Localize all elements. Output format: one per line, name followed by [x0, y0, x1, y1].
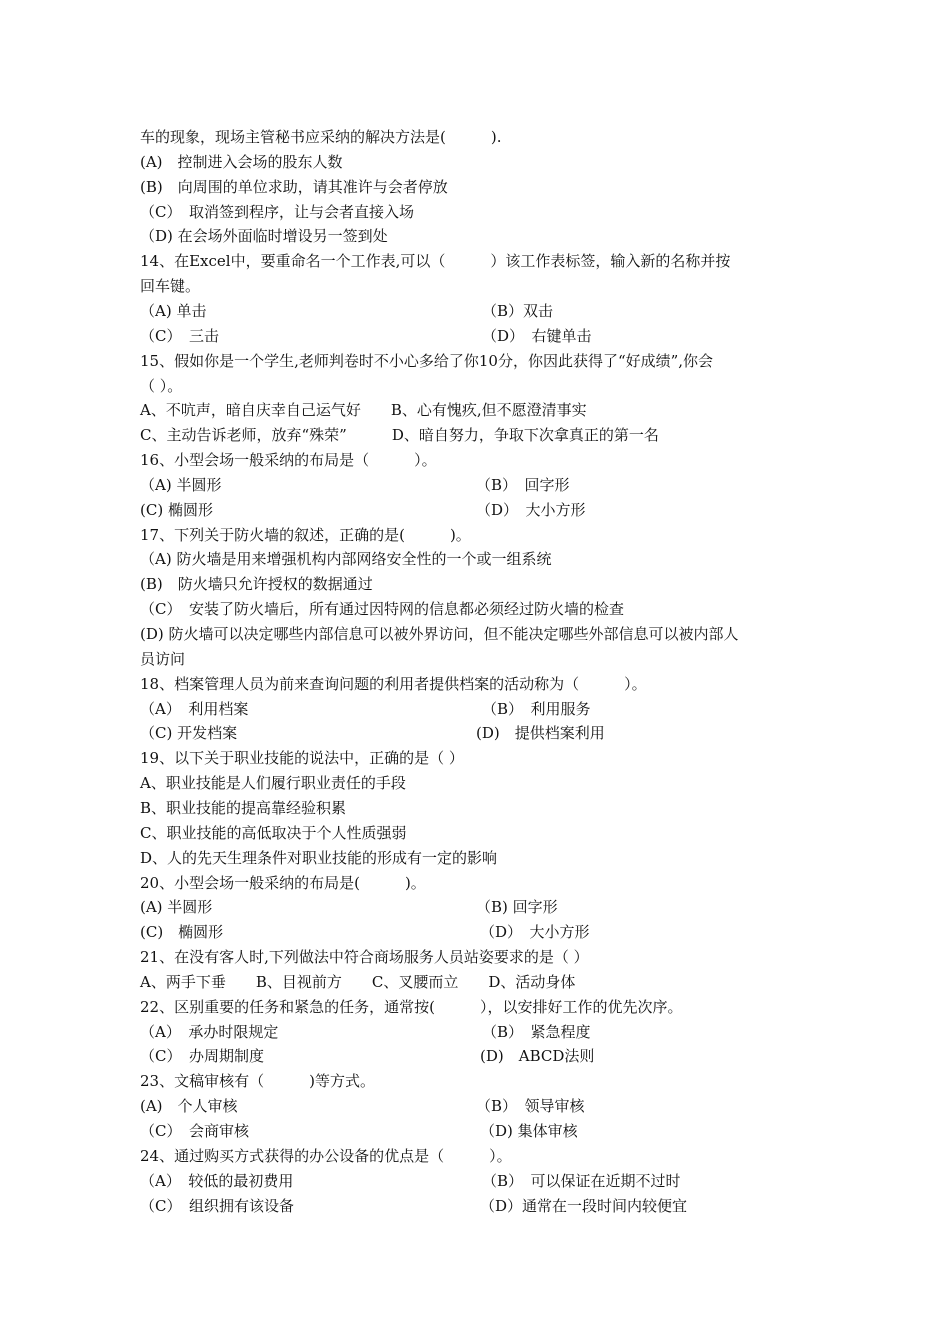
- option-right: （B） 紧急程度: [482, 1023, 591, 1041]
- text-line: （A） 承办时限规定: [140, 1023, 279, 1041]
- text-line: （A） 利用档案: [140, 700, 249, 718]
- text-line: 23、文稿审核有（ )等方式。: [140, 1072, 375, 1090]
- text-line: （ ）。: [140, 377, 183, 395]
- text-line: 16、小型会场一般采纳的布局是（ ）。: [140, 451, 437, 469]
- text-line: (A) 个人审核: [140, 1097, 238, 1115]
- text-line: 22、区别重要的任务和紧急的任务，通常按( ），以安排好工作的优先次序。: [140, 998, 683, 1016]
- text-line: C、主动告诉老师，放弃“殊荣” D、暗自努力，争取下次拿真正的第一名: [140, 426, 659, 444]
- option-right: （D) 集体审核: [480, 1122, 578, 1140]
- text-line: （D) 在会场外面临时增设另一签到处: [140, 227, 388, 245]
- text-line: （C) 开发档案: [140, 724, 238, 742]
- text-line: (A) 控制进入会场的股东人数: [140, 153, 343, 171]
- text-line: A、不吭声，暗自庆幸自己运气好 B、心有愧疚,但不愿澄清事实: [140, 401, 587, 419]
- option-right: （B) 回字形: [476, 898, 558, 916]
- text-line: A、两手下垂 B、目视前方 C、叉腰而立 D、活动身体: [140, 973, 576, 991]
- text-line: C、职业技能的高低取决于个人性质强弱: [140, 824, 407, 842]
- option-right: （B）双击: [482, 302, 554, 320]
- text-line: (C) 椭圆形: [140, 923, 224, 941]
- text-line: 15、假如你是一个学生,老师判卷时不小心多给了你10分，你因此获得了“好成绩”,你会: [140, 352, 714, 370]
- text-line: （C） 会商审核: [140, 1122, 249, 1140]
- text-line: (D) 防火墙可以决定哪些内部信息可以被外界访问，但不能决定哪些外部信息可以被内部人: [140, 625, 739, 643]
- text-line: 车的现象，现场主管秘书应采纳的解决方法是( ).: [140, 128, 502, 146]
- text-line: 回车键。: [140, 277, 201, 295]
- text-line: 19、以下关于职业技能的说法中，正确的是（ ）: [140, 749, 464, 767]
- text-line: A、职业技能是人们履行职业责任的手段: [140, 774, 406, 792]
- text-line: (A) 半圆形: [140, 898, 213, 916]
- text-line: (B) 防火墙只允许授权的数据通过: [140, 575, 373, 593]
- text-line: （A) 单击: [140, 302, 207, 320]
- text-line: 14、在Excel中，要重命名一个工作表,可以（ ）该工作表标签，输入新的名称并按: [140, 252, 731, 270]
- text-line: （A） 较低的最初费用: [140, 1172, 294, 1190]
- option-right: （B） 领导审核: [476, 1097, 585, 1115]
- text-line: (B) 向周围的单位求助，请其准许与会者停放: [140, 178, 448, 196]
- text-line: 员访问: [140, 650, 186, 668]
- text-line: 17、下列关于防火墙的叙述，正确的是( )。: [140, 526, 471, 544]
- option-right: (D) ABCD法则: [480, 1047, 595, 1065]
- text-line: （C） 取消签到程序，让与会者直接入场: [140, 203, 414, 221]
- text-line: （A) 防火墙是用来增强机构内部网络安全性的一个或一组系统: [140, 550, 552, 568]
- text-line: (C) 椭圆形: [140, 501, 213, 519]
- text-line: D、人的先天生理条件对职业技能的形成有一定的影响: [140, 849, 498, 867]
- option-right: （B） 回字形: [476, 476, 570, 494]
- text-line: 21、在没有客人时,下列做法中符合商场服务人员站姿要求的是（ ）: [140, 948, 589, 966]
- option-right: （B） 利用服务: [482, 700, 591, 718]
- text-line: （C） 安装了防火墙后，所有通过因特网的信息都必须经过防火墙的检查: [140, 600, 624, 618]
- text-line: B、职业技能的提高靠经验积累: [140, 799, 347, 817]
- text-line: （C） 办周期制度: [140, 1047, 264, 1065]
- text-line: （A) 半圆形: [140, 476, 222, 494]
- text-line: 24、通过购买方式获得的办公设备的优点是（ ）。: [140, 1147, 512, 1165]
- text-line: 18、档案管理人员为前来查询问题的利用者提供档案的活动称为（ ）。: [140, 675, 647, 693]
- text-line: （C） 三击: [140, 327, 219, 345]
- text-line: （C） 组织拥有该设备: [140, 1197, 294, 1215]
- option-right: （D）通常在一段时间内较便宜: [480, 1197, 688, 1215]
- option-right: （D） 右键单击: [482, 327, 592, 345]
- option-right: （B） 可以保证在近期不过时: [482, 1172, 681, 1190]
- option-right: (D) 提供档案利用: [476, 724, 605, 742]
- option-right: （D） 大小方形: [480, 923, 590, 941]
- text-line: 20、小型会场一般采纳的布局是( )。: [140, 874, 426, 892]
- option-right: （D） 大小方形: [476, 501, 586, 519]
